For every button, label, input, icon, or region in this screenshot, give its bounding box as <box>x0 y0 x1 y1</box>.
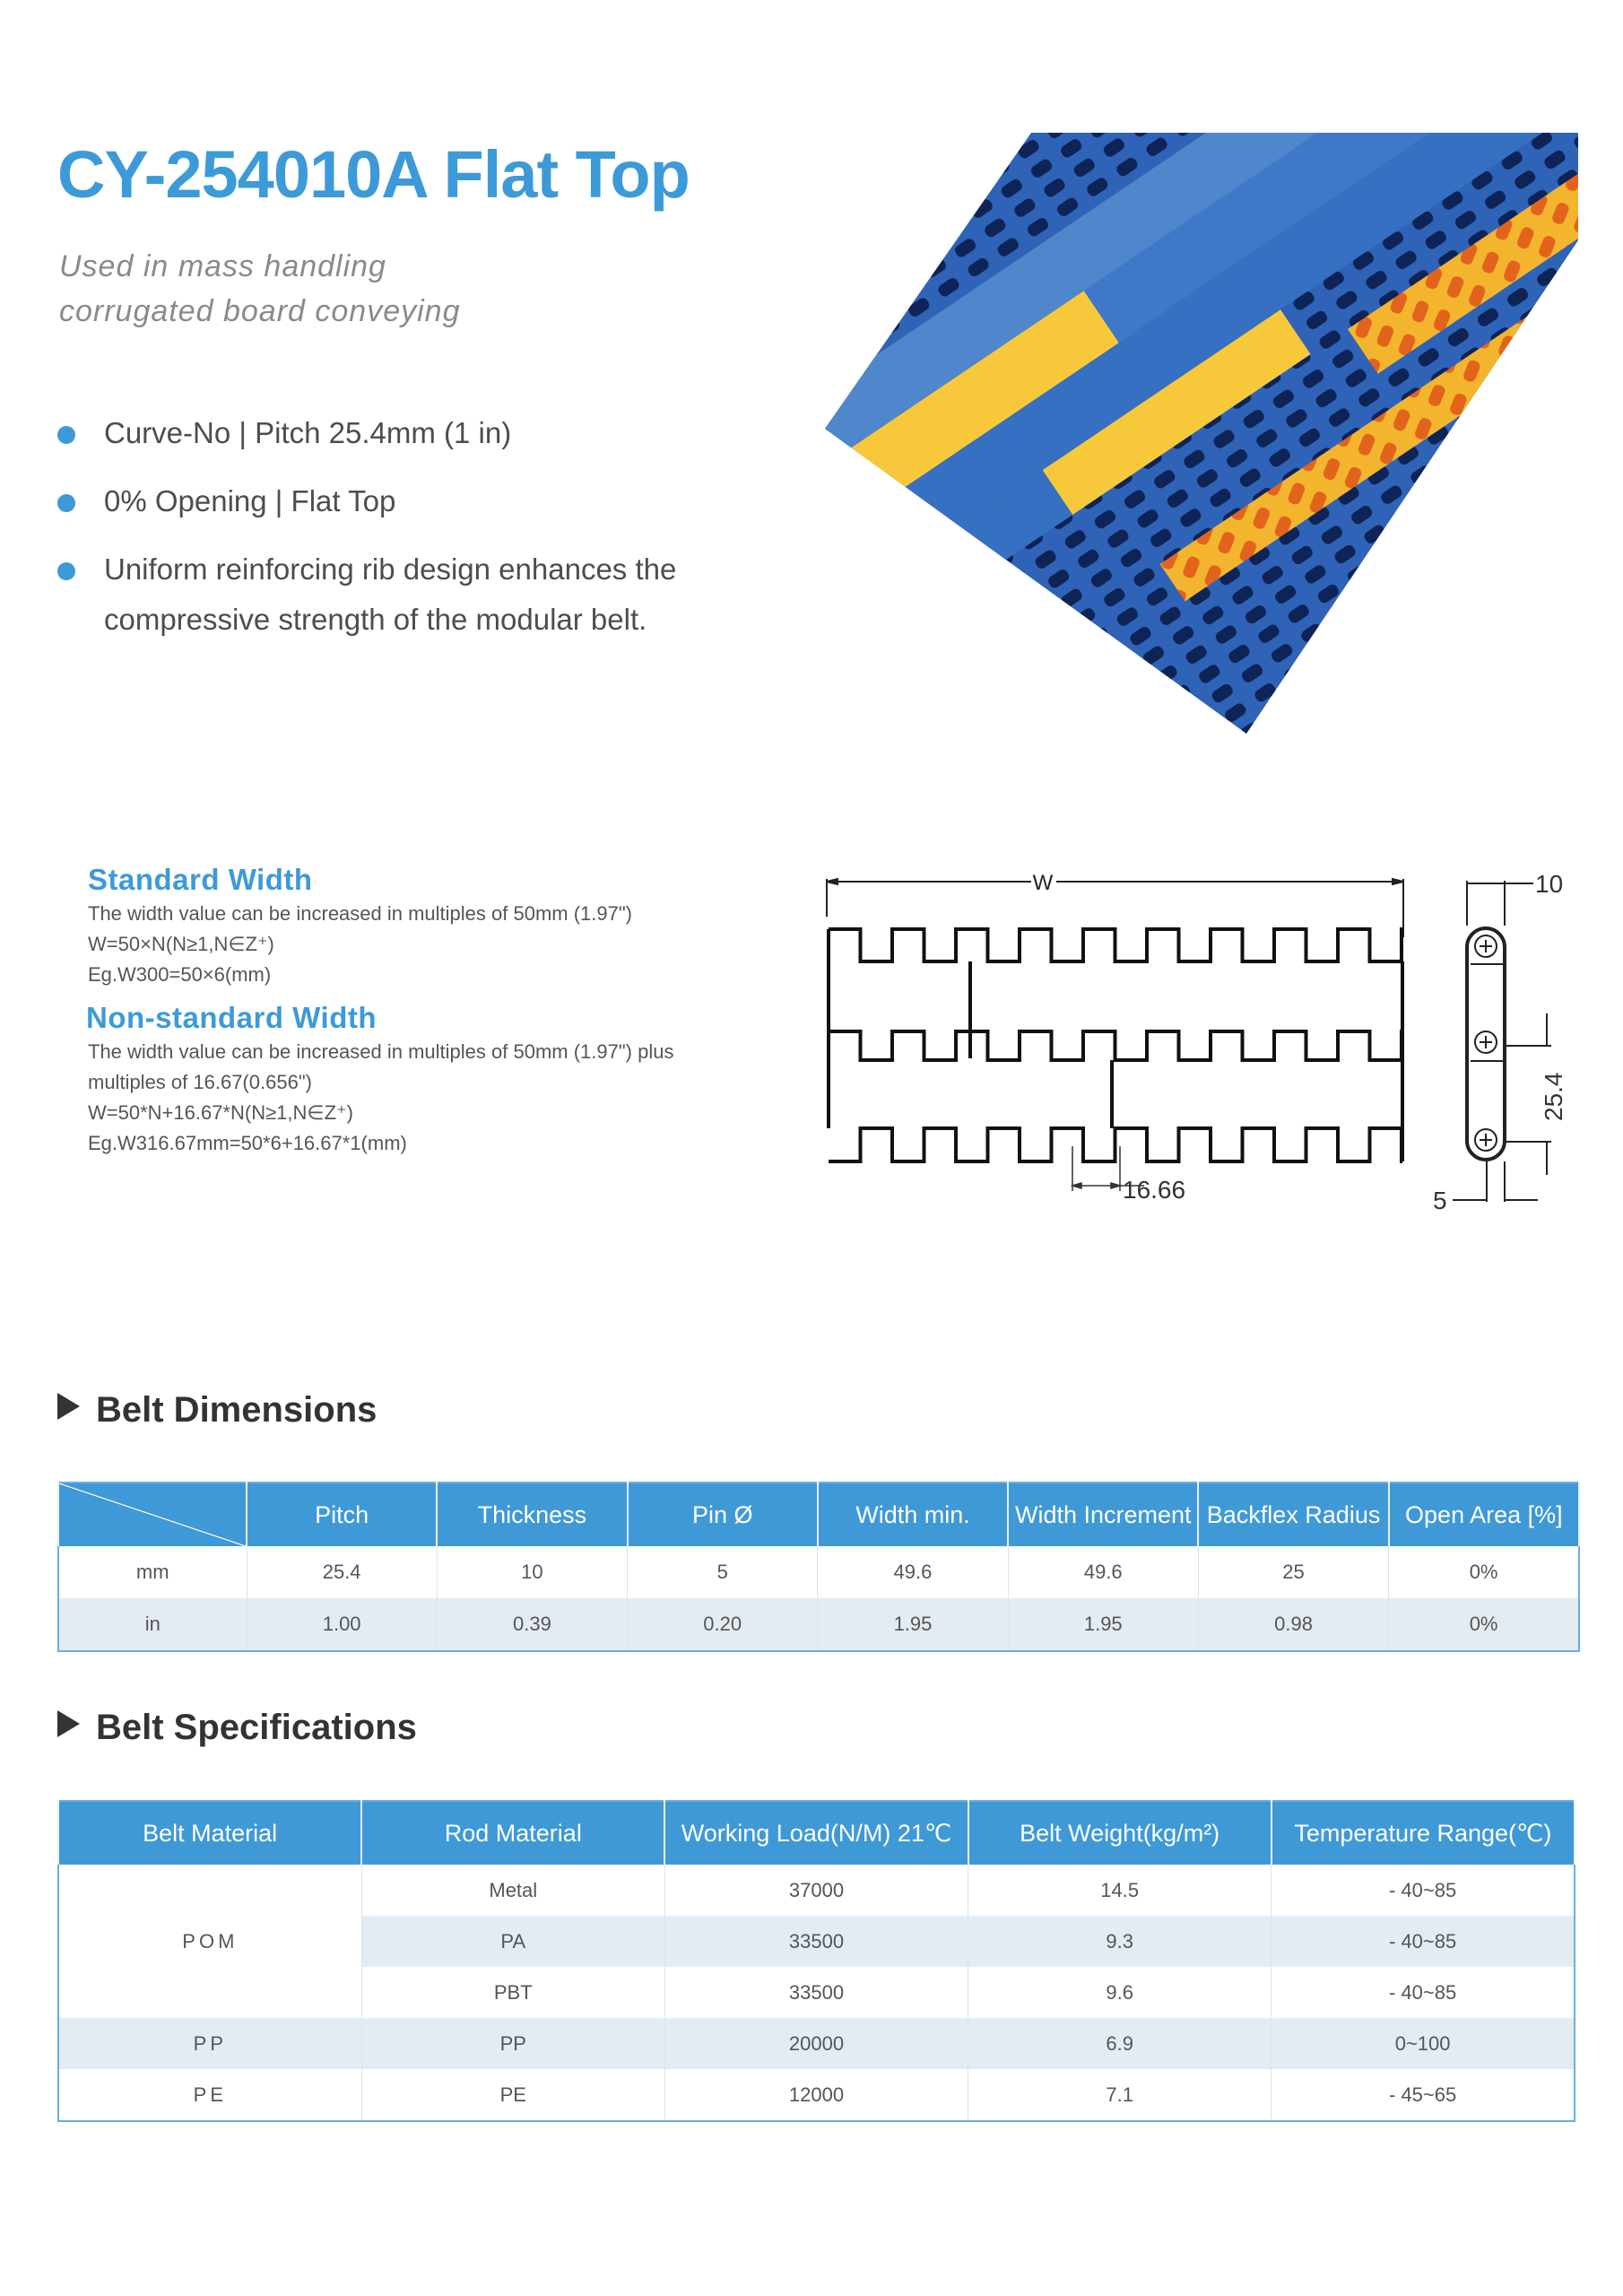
nonstandard-width-heading: Non-standard Width <box>86 1001 377 1034</box>
column-header: Rod Material <box>361 1801 664 1865</box>
triangle-icon <box>57 1393 80 1420</box>
working-load-cell: 33500 <box>664 1967 968 2018</box>
nonstandard-width-line: W=50*N+16.67*N(N≥1,N∈Z⁺) <box>88 1101 353 1124</box>
column-header: Backflex Radius <box>1198 1483 1388 1546</box>
table-cell: 25.4 <box>247 1546 437 1598</box>
table-header-row <box>58 1483 1579 1546</box>
standard-width-line: Eg.W300=50×6(mm) <box>88 963 272 986</box>
table-row <box>58 1598 1579 1651</box>
column-header: Width min. <box>818 1483 1008 1546</box>
standard-width-line: W=50×N(N≥1,N∈Z⁺) <box>88 933 274 955</box>
feature-item <box>54 408 735 458</box>
belt-outline <box>829 929 1402 1161</box>
belt-material-cell: PE <box>58 2069 361 2121</box>
table-cell: 1.95 <box>818 1598 1008 1651</box>
belt-weight-cell: 9.3 <box>968 1916 1271 1967</box>
unit-cell: in <box>58 1598 247 1651</box>
table-header-row <box>58 1801 1575 1865</box>
nonstandard-width-line: Eg.W316.67mm=50*6+16.67*1(mm) <box>88 1132 407 1154</box>
table-row <box>58 2069 1575 2121</box>
belt-specifications-heading <box>57 1709 417 1745</box>
standard-width-heading: Standard Width <box>88 863 313 896</box>
table-cell: 1.00 <box>247 1598 437 1651</box>
table-cell: 49.6 <box>818 1546 1008 1598</box>
bullet-icon <box>57 494 75 512</box>
table-cell: 5 <box>628 1546 818 1598</box>
bullet-icon <box>57 562 75 580</box>
column-header: Thickness <box>437 1483 627 1546</box>
column-header: Belt Material <box>58 1801 361 1865</box>
width-label: W <box>1032 871 1054 895</box>
belt-material-cell: POM <box>58 1865 361 2018</box>
table-row <box>58 1546 1579 1598</box>
belt-top-view-drawing <box>807 843 1435 1220</box>
rod-material-cell: Metal <box>361 1865 664 1916</box>
temperature-cell: - 40~85 <box>1271 1865 1575 1916</box>
rod-material-cell: PE <box>361 2069 664 2121</box>
belt-weight-cell: 7.1 <box>968 2069 1271 2121</box>
feature-item <box>54 544 732 645</box>
belt-dimensions-heading <box>57 1392 377 1428</box>
working-load-cell: 37000 <box>664 1865 968 1916</box>
temperature-cell: - 40~85 <box>1271 1916 1575 1967</box>
column-header: Pitch <box>247 1483 437 1546</box>
table-row <box>58 1865 1575 1916</box>
nonstandard-width-line: multiples of 16.67(0.656") <box>88 1071 312 1093</box>
temperature-cell: - 40~85 <box>1271 1967 1575 2018</box>
product-title: CY-254010A Flat Top <box>57 137 690 212</box>
column-header: Width Increment <box>1008 1483 1198 1546</box>
pitch-label: 25.4 <box>1540 1072 1567 1121</box>
table-cell: 0.20 <box>628 1598 818 1651</box>
working-load-cell: 33500 <box>664 1916 968 1967</box>
modular-belt-photo <box>825 133 1578 734</box>
section-title: Belt Dimensions <box>96 1390 378 1430</box>
table-cell: 0.39 <box>437 1598 627 1651</box>
feature-text: 0% Opening | Flat Top <box>104 484 396 517</box>
section-title: Belt Specifications <box>96 1708 417 1747</box>
rod-material-cell: PP <box>361 2018 664 2069</box>
belt-material-cell: PP <box>58 2018 361 2069</box>
rod-material-cell: PBT <box>361 1967 664 2018</box>
corner-cell <box>58 1483 247 1546</box>
triangle-icon <box>57 1710 80 1737</box>
standard-width-line: The width value can be increased in multiples of 50mm (1.97") <box>88 902 632 925</box>
bullet-icon <box>57 426 75 444</box>
belt-side-view-drawing <box>1408 843 1587 1220</box>
subtitle-line: corrugated board conveying <box>59 294 461 328</box>
temperature-cell: - 45~65 <box>1271 2069 1575 2121</box>
feature-text: Uniform reinforcing rib design enhances the compressive strength of the modular belt. <box>104 552 677 636</box>
table-cell: 49.6 <box>1008 1546 1198 1598</box>
column-header: Working Load(N/M) 21℃ <box>664 1801 968 1865</box>
module-label: 16.66 <box>1123 1176 1186 1204</box>
pin-label: 5 <box>1433 1187 1447 1214</box>
working-load-cell: 20000 <box>664 2018 968 2069</box>
table-cell: 10 <box>437 1546 627 1598</box>
feature-list <box>54 408 735 663</box>
table-cell: 0% <box>1389 1546 1579 1598</box>
feature-item <box>54 476 735 526</box>
table-cell: 1.95 <box>1008 1598 1198 1651</box>
belt-dimensions-table <box>57 1482 1580 1652</box>
column-header: Pin Ø <box>628 1483 818 1546</box>
temperature-cell: 0~100 <box>1271 2018 1575 2069</box>
working-load-cell: 12000 <box>664 2069 968 2121</box>
column-header: Temperature Range(℃) <box>1271 1801 1575 1865</box>
table-cell: 0% <box>1389 1598 1579 1651</box>
thickness-label: 10 <box>1535 870 1564 898</box>
width-info <box>88 861 769 1159</box>
subtitle-line: Used in mass handling <box>59 249 386 283</box>
belt-specifications-table <box>57 1800 1575 2122</box>
nonstandard-width-line: The width value can be increased in multiples of 50mm (1.97") plus <box>88 1040 674 1063</box>
feature-text: Curve-No | Pitch 25.4mm (1 in) <box>104 416 512 449</box>
table-cell: 25 <box>1198 1546 1388 1598</box>
belt-weight-cell: 14.5 <box>968 1865 1271 1916</box>
rod-material-cell: PA <box>361 1916 664 1967</box>
belt-weight-cell: 6.9 <box>968 2018 1271 2069</box>
column-header: Belt Weight(kg/m²) <box>968 1801 1271 1865</box>
belt-weight-cell: 9.6 <box>968 1967 1271 2018</box>
product-subtitle <box>59 244 461 334</box>
unit-cell: mm <box>58 1546 247 1598</box>
table-row <box>58 2018 1575 2069</box>
table-cell: 0.98 <box>1198 1598 1388 1651</box>
column-header: Open Area [%] <box>1389 1483 1579 1546</box>
